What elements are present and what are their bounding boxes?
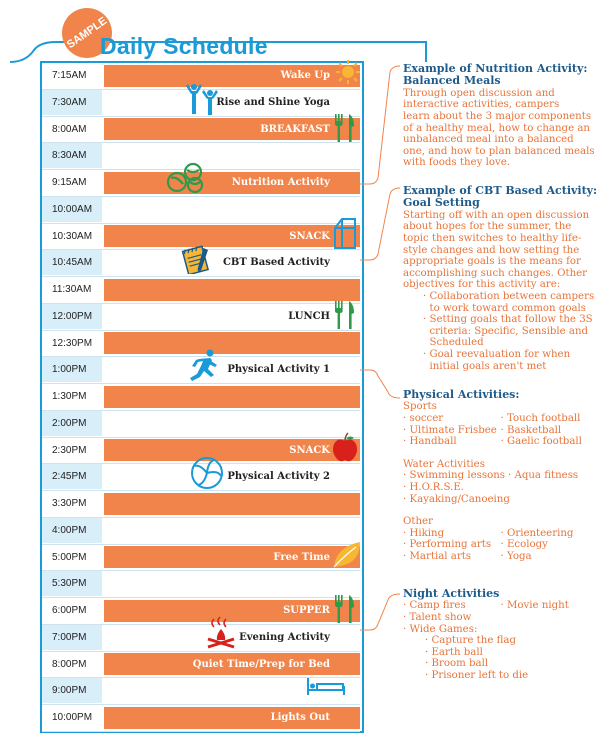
night-item: · Talent show — [403, 612, 472, 623]
cbt-text-line: accomplishing such changes. Other — [403, 267, 588, 279]
time-cell: 10:30AM — [52, 230, 93, 242]
sport-item: · Gaelic football — [500, 436, 582, 448]
water-item: · H.O.R.S.E. — [403, 481, 465, 493]
night-item: · Movie night — [500, 600, 569, 612]
night-heading: Night Activities — [403, 587, 500, 600]
activity-bar: Lights Out — [104, 707, 360, 729]
sport-item: · Basketball — [500, 424, 562, 436]
page-title: Daily Schedule — [100, 33, 268, 59]
nutrition-text-line: of a healthy meal, how to change an — [403, 122, 590, 134]
activity-bar: Quiet Time/Prep for Bed — [104, 653, 360, 675]
bed-icon — [306, 676, 346, 700]
time-cell: 8:00AM — [52, 123, 87, 135]
other-item: · Yoga — [500, 550, 532, 562]
time-cell: 1:30PM — [52, 391, 87, 402]
nutrition-subheading: Balanced Meals — [403, 74, 501, 88]
nutrition-text-line: Through open discussion and — [403, 87, 555, 99]
activity-bar: Wake Up — [104, 65, 360, 87]
connector-brackets — [360, 60, 405, 740]
activity-bar: LUNCH — [104, 305, 360, 327]
activity-bar: Evening Activity — [104, 626, 360, 648]
time-cell: 7:00PM — [42, 625, 102, 650]
time-cell: 6:00PM — [52, 605, 87, 616]
cbt-subheading: Goal Setting — [403, 196, 480, 210]
water-item: · Swimming lessons — [403, 470, 505, 482]
sport-item: · soccer — [403, 413, 444, 424]
nutrition-text-line: unbalanced meal into a balanced — [403, 134, 574, 146]
time-cell: 2:45PM — [42, 464, 102, 489]
cbt-text-line: objectives for this activity are: — [403, 279, 561, 291]
night-item: · Wide Games: — [403, 623, 478, 635]
cbt-text-line: appropriate goals is the means for — [403, 256, 581, 268]
time-cell: 2:30PM — [52, 444, 87, 456]
other-item: · Ecology — [500, 539, 548, 551]
other-label: Other — [403, 516, 433, 528]
activity-bar — [104, 386, 360, 408]
time-cell: 7:15AM — [52, 70, 87, 81]
cbt-text-line: style changes and how setting the — [403, 244, 580, 256]
milk-carton-icon — [332, 216, 358, 254]
sample-badge: SAMPLE — [52, 0, 122, 68]
fork-knife-icon — [334, 300, 356, 334]
nutrition-text-line: with foods they love. — [403, 157, 510, 169]
cbt-text-line: topic then switches to healthy life- — [403, 233, 582, 244]
time-cell: 10:45AM — [42, 250, 102, 275]
time-cell: 7:30AM — [42, 90, 102, 115]
nutrition-heading: Example of Nutrition Activity: — [403, 62, 588, 75]
campfire-icon — [204, 615, 238, 653]
activity-bar: BREAKFAST — [104, 118, 360, 140]
other-item: · Hiking — [403, 527, 445, 539]
time-cell: 5:00PM — [52, 551, 87, 563]
time-cell: 2:00PM — [42, 411, 102, 436]
activity-bar: Nutrition Activity — [104, 172, 360, 194]
activity-bar: Physical Activity 1 — [104, 359, 360, 381]
runner-icon — [186, 349, 222, 387]
activity-bar: Rise and Shine Yoga — [104, 91, 360, 113]
activity-bar — [104, 332, 360, 354]
sport-item: · Ultimate Frisbee — [403, 424, 497, 436]
sports-label: Sports — [403, 401, 437, 413]
leaf-icon — [330, 539, 364, 575]
activity-bar: Free Time — [104, 546, 360, 568]
cbt-text-line: Starting off with an open discussion — [403, 209, 590, 221]
fork-knife-icon — [334, 594, 356, 628]
cbt-text-line: about hopes for the summer, the — [403, 221, 572, 233]
cbt-bullet: · Goal reevaluation for when — [423, 348, 571, 360]
night-item: · Camp fires — [403, 600, 466, 612]
water-item: · Aqua fitness — [508, 470, 579, 482]
vegetables-icon — [165, 162, 209, 198]
other-item: · Martial arts — [403, 550, 472, 562]
time-cell: 9:00PM — [42, 678, 102, 703]
time-cell: 8:00PM — [52, 658, 87, 670]
time-cell: 1:00PM — [42, 357, 102, 382]
cbt-section — [403, 185, 598, 372]
water-label: Water Activities — [403, 458, 485, 470]
other-item: · Performing arts — [403, 539, 492, 551]
night-game-item: · Earth ball — [425, 646, 483, 658]
sun-icon — [333, 59, 363, 89]
cbt-bullet: Scheduled — [423, 337, 484, 349]
night-section — [403, 588, 598, 682]
time-cell: 4:00PM — [42, 518, 102, 543]
notepad-icon — [180, 244, 214, 278]
time-cell: 11:30AM — [52, 284, 92, 295]
time-cell: 10:00AM — [42, 197, 102, 222]
other-item: · Orienteering — [500, 527, 574, 539]
time-cell: 3:30PM — [52, 498, 87, 509]
nutrition-text-line: interactive activities, campers — [403, 99, 560, 111]
night-game-item: · Broom ball — [425, 658, 489, 670]
activity-bar — [104, 279, 360, 301]
volleyball-icon — [190, 456, 224, 494]
nutrition-text-line: learn about the 3 major components — [403, 111, 592, 122]
physical-section — [403, 389, 598, 563]
activity-bar — [104, 573, 360, 595]
time-cell: 8:30AM — [42, 143, 102, 168]
time-cell: 12:00PM — [42, 304, 102, 329]
fork-knife-icon — [334, 113, 356, 147]
cbt-heading: Example of CBT Based Activity: — [403, 184, 598, 197]
row-divider — [42, 731, 360, 732]
activity-bar — [104, 198, 360, 220]
physical-heading: Physical Activities: — [403, 388, 520, 401]
cbt-bullet: criteria: Specific, Sensible and — [423, 325, 589, 337]
cbt-bullet: initial goals aren't met — [423, 360, 547, 372]
activity-bar: SNACK — [104, 225, 360, 247]
yoga-people-icon — [186, 82, 220, 120]
sport-item: · Touch football — [500, 413, 581, 424]
time-cell: 5:30PM — [42, 571, 102, 596]
activity-bar: CBT Based Activity — [104, 252, 360, 274]
night-game-item: · Capture the flag — [425, 635, 516, 647]
activity-bar: SNACK — [104, 439, 360, 461]
water-item: · Kayaking/Canoeing — [403, 493, 510, 505]
nutrition-section — [403, 63, 598, 169]
night-game-item: · Prisoner left to die — [425, 669, 529, 681]
apple-icon — [330, 432, 360, 468]
time-cell: 12:30PM — [52, 337, 93, 349]
nutrition-text-line: one, and how to plan balanced meals — [403, 145, 595, 157]
activity-bar — [104, 412, 360, 434]
time-cell: 9:15AM — [52, 177, 87, 188]
activity-bar — [104, 145, 360, 167]
activity-bar — [104, 493, 360, 515]
cbt-bullet: · Setting goals that follow the 3S — [423, 314, 593, 326]
activity-bar — [104, 519, 360, 541]
cbt-bullet: to work toward common goals — [423, 302, 587, 314]
time-cell: 10:00PM — [52, 712, 93, 723]
activity-bar: SUPPER — [104, 600, 360, 622]
activity-bar: Physical Activity 2 — [104, 466, 360, 488]
sport-item: · Handball — [403, 436, 457, 448]
cbt-bullet: · Collaboration between campers — [423, 290, 595, 302]
